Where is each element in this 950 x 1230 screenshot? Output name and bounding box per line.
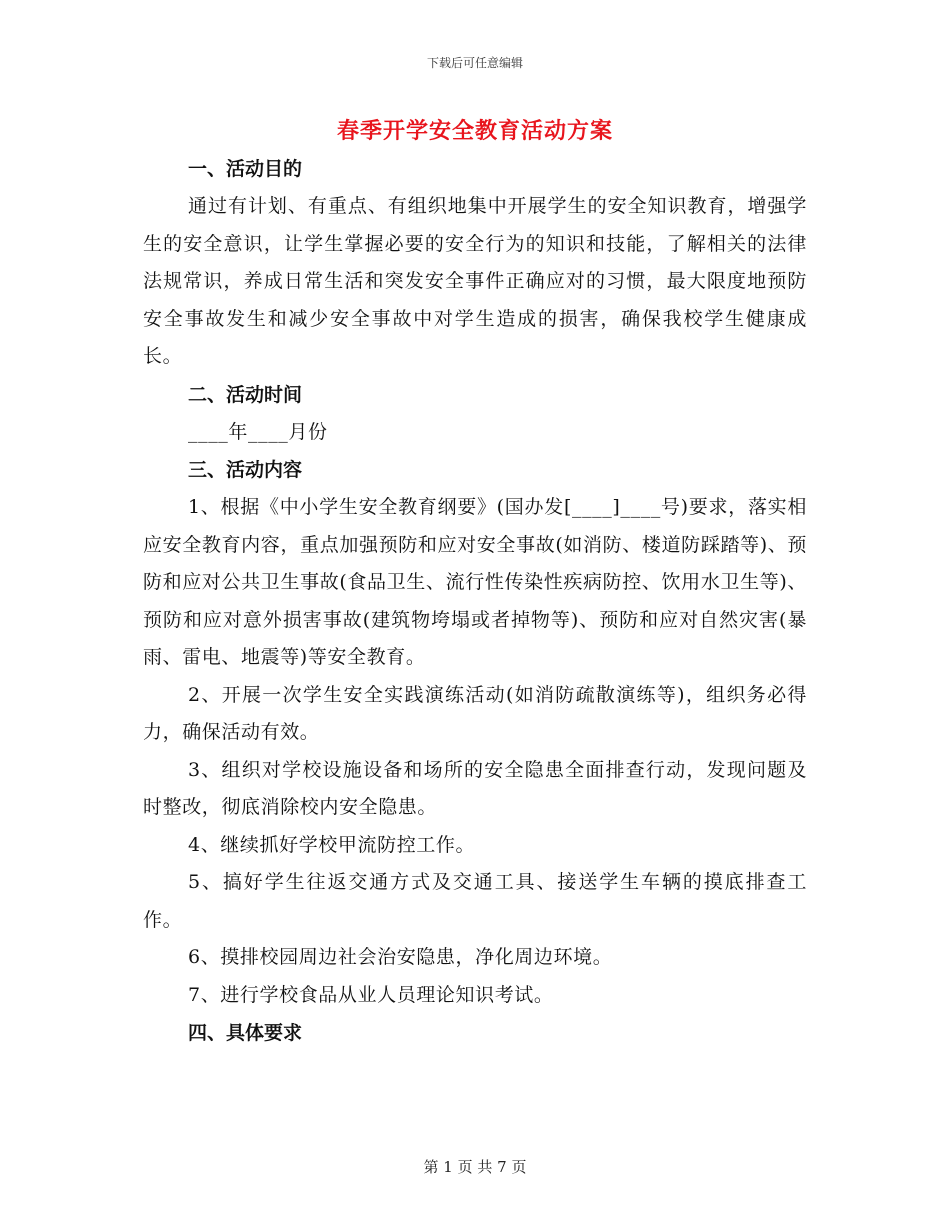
document-body xyxy=(143,150,807,1052)
section-heading: 一、活动目的 xyxy=(188,158,303,180)
section-heading: 三、活动内容 xyxy=(188,459,303,481)
paragraph: ____年____月份 xyxy=(188,420,328,443)
list-item: 3、组织对学校设施设备和场所的安全隐患全面排查行动，发现问题及时整改，彻底消除校内安全隐患。 xyxy=(143,758,807,818)
section-purpose xyxy=(143,150,807,376)
section-heading: 二、活动时间 xyxy=(188,383,303,406)
list-item: 7、进行学校食品从业人员理论知识考试。 xyxy=(188,983,554,1006)
list-item: 5、搞好学生往返交通方式及交通工具、接送学生车辆的摸底排查工作。 xyxy=(143,871,807,931)
list-item: 1、根据《中小学生安全教育纲要》(国办发[____]____号)要求，落实相应安全教育内容，重点加强预防和应对安全事故(如消防、楼道防踩踏等)、预防和应对公共卫生事故(食品卫生、流行性传染性疾病防控、饮用水卫生等)、预防和应对意外损害事故(建筑物垮塌或者掉物等)、预防和应对自然灾害(暴雨、雷电、地震等)等安全教育。 xyxy=(143,496,807,668)
section-heading: 四、具体要求 xyxy=(188,1022,303,1044)
page-number: 第 1 页 共 7 页 xyxy=(423,1158,527,1176)
section-time xyxy=(143,376,807,452)
list-item: 4、继续抓好学校甲流防控工作。 xyxy=(188,833,476,856)
list-item: 2、开展一次学生安全实践演练活动(如消防疏散演练等)，组织务必得力，确保活动有效。 xyxy=(143,683,807,743)
document-title: 春季开学安全教育活动方案 xyxy=(336,118,613,144)
page-header-note: 下载后可任意编辑 xyxy=(426,56,523,70)
section-requirements xyxy=(143,1014,807,1052)
paragraph: 通过有计划、有重点、有组织地集中开展学生的安全知识教育，增强学生的安全意识，让学生掌握必要的安全行为的知识和技能，了解相关的法律法规常识，养成日常生活和突发安全事件正确应对的习惯，最大限度地预防安全事故发生和减少安全事故中对学生造成的损害，确保我校学生健康成长。 xyxy=(143,195,807,367)
list-item: 6、摸排校园周边社会治安隐患，净化周边环境。 xyxy=(188,946,613,968)
section-content xyxy=(143,451,807,1014)
